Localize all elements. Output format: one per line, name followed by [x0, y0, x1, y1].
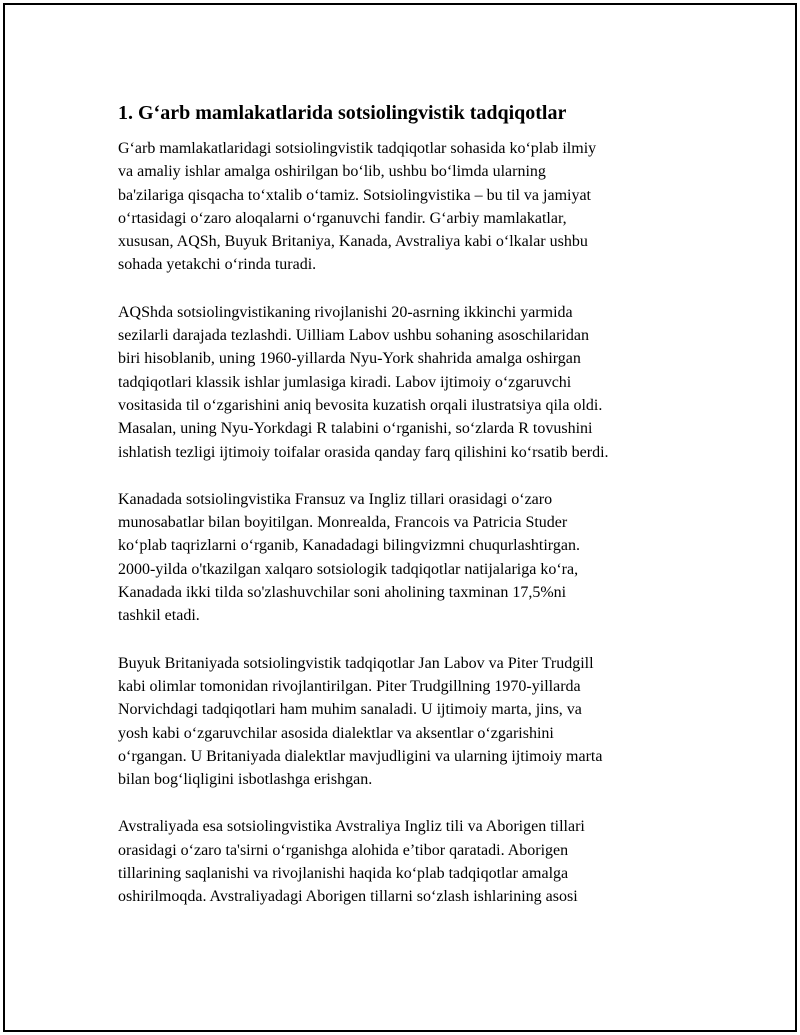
- text-line: sezilarli darajada tezlashdi. Uilliam Labov ushbu sohaning asoschilaridan: [118, 327, 589, 345]
- text-line: kabi olimlar tomonidan rivojlantirilgan. Piter Trudgillning 1970-yillarda: [118, 677, 581, 695]
- page-frame: [3, 3, 797, 1032]
- text-line: o‘rtasidagi o‘zaro aloqalarni o‘rganuvchi fandir. G‘arbiy mamlakatlar,: [118, 209, 567, 227]
- paragraph-britain: [118, 652, 688, 792]
- text-line: G‘arb mamlakatlaridagi sotsiolingvistik tadqiqotlar sohasida ko‘plab ilmiy: [118, 140, 597, 157]
- text-line: o‘rgangan. U Britaniyada dialektlar mavjudligini va ularning ijtimoiy marta: [118, 747, 603, 765]
- text-line: AQShda sotsiolingvistikaning rivojlanishi 20-asrning ikkinchi yarmida: [118, 303, 573, 321]
- text-line: biri hisoblanib, uning 1960-yillarda Nyu-York shahrida amalga oshirgan: [118, 350, 581, 368]
- text-line: oshirilmoqda. Avstraliyadagi Aborigen tillarni so‘zlash ishlarining asosi: [118, 888, 578, 906]
- text-line: vositasida til o‘zgarishini aniq bevosita kuzatish orqali ilustratsiya qila oldi.: [118, 396, 603, 414]
- text-line: ba'zilariga qisqacha to‘xtalib o‘tamiz. Sotsiolingvistika – bu til va jamiyat: [118, 186, 591, 204]
- text-line: tillarining saqlanishi va rivojlanishi haqida ko‘plab tadqiqotlar amalga: [118, 865, 569, 883]
- text-line: orasidagi o‘zaro ta'sirni o‘rganishga alohida e’tibor qaratadi. Aborigen: [118, 841, 569, 859]
- text-line: tadqiqotlari klassik ishlar jumlasiga kiradi. Labov ijtimoiy o‘zgaruvchi: [118, 373, 572, 391]
- text-line: tashkil etadi.: [118, 607, 200, 625]
- text-line: 2000-yilda o'tkazilgan xalqaro sotsiologik tadqiqotlar natijalariga ko‘ra,: [118, 560, 579, 578]
- paragraph-australia: [118, 815, 688, 908]
- text-line: ko‘plab taqrizlarni o‘rganib, Kanadadagi bilingvizmni chuqurlashtirgan.: [118, 537, 580, 555]
- paragraph-usa: [118, 301, 688, 464]
- text-line: bilan bog‘liqligini isbotlashga erishgan.: [118, 771, 373, 789]
- text-line: Masalan, uning Nyu-Yorkdagi R talabini o‘rganishi, so‘zlarda R tovushini: [118, 420, 593, 438]
- text-line: Norvichdagi tadqiqotlari ham muhim sanaladi. U ijtimoiy marta, jins, va: [118, 701, 582, 719]
- text-line: Kanadada sotsiolingvistika Fransuz va Ingliz tillari orasidagi o‘zaro: [118, 490, 553, 508]
- text-line: yosh kabi o‘zgaruvchilar asosida dialektlar va aksentlar o‘zgarishini: [118, 724, 554, 742]
- section-heading: 1. G‘arb mamlakatlarida sotsiolingvistik tadqiqotlar: [118, 102, 567, 124]
- text-line: Kanadada ikki tilda so'zlashuvchilar soni aholining taxminan 17,5%ni: [118, 584, 567, 602]
- text-line: munosabatlar bilan boyitilgan. Monrealda, Francois va Patricia Studer: [118, 514, 568, 532]
- text-line: ishlatish tezligi ijtimoiy toifalar orasida qanday farq qilishini ko‘rsatib berdi.: [118, 443, 609, 461]
- paragraph-canada: [118, 488, 688, 628]
- text-line: sohada yetakchi o‘rinda turadi.: [118, 256, 317, 274]
- text-line: Avstraliyada esa sotsiolingvistika Avstraliya Ingliz tili va Aborigen tillari: [118, 818, 585, 836]
- paragraph-intro: [118, 137, 688, 277]
- document-body: [118, 99, 688, 933]
- text-line: xususan, AQSh, Buyuk Britaniya, Kanada, Avstraliya kabi o‘lkalar ushbu: [118, 233, 588, 251]
- text-line: Buyuk Britaniyada sotsiolingvistik tadqiqotlar Jan Labov va Piter Trudgill: [118, 654, 594, 672]
- text-line: va amaliy ishlar amalga oshirilgan bo‘lib, ushbu bo‘limda ularning: [118, 163, 546, 181]
